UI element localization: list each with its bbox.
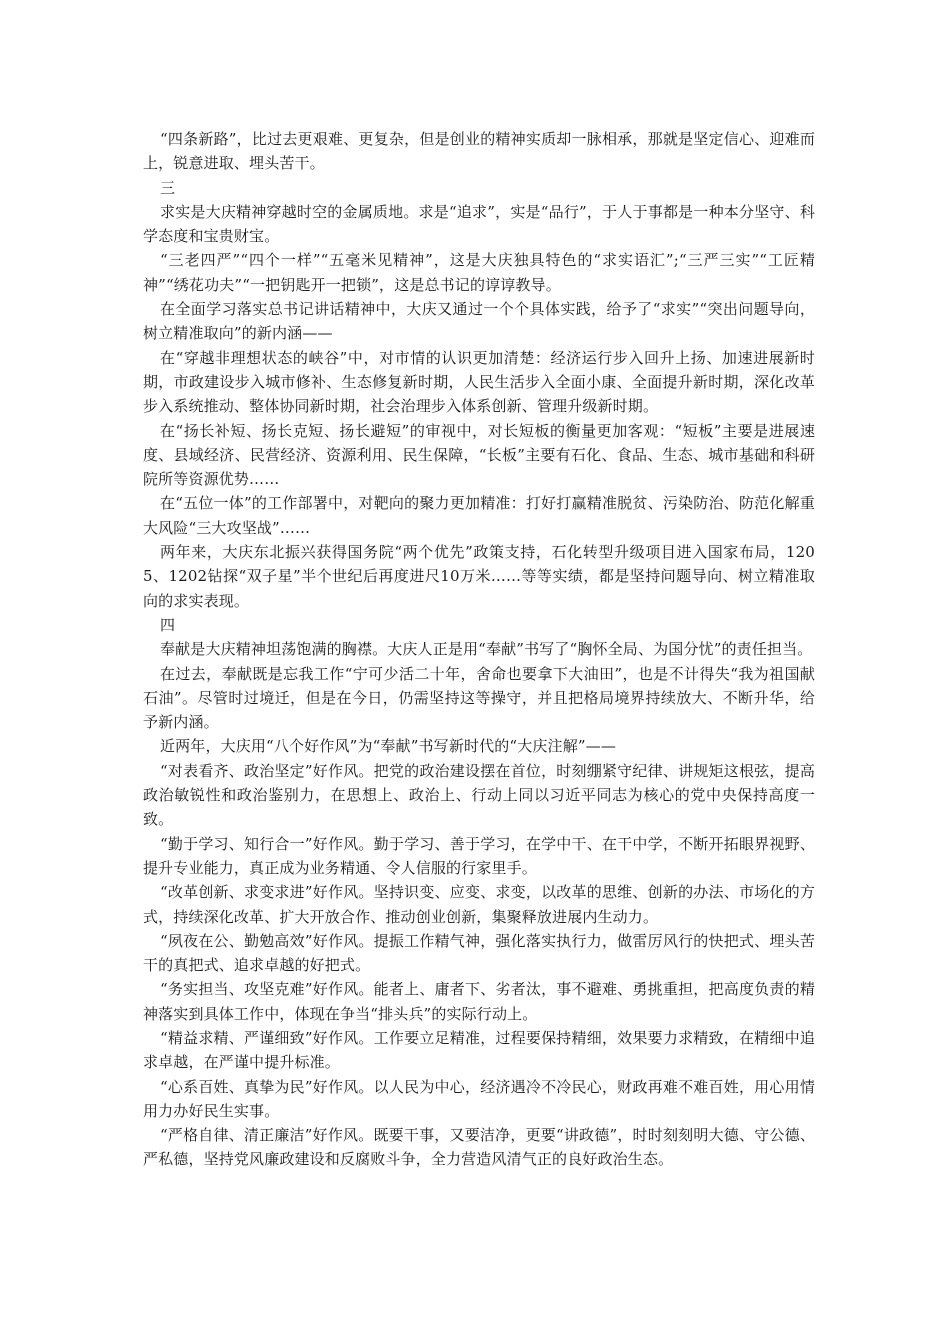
paragraph-seeking-truth: 求实是大庆精神穿越时空的金属质地。求是“追求”，实是“品行”，于人于事都是一种本分坚守、科学态度和宝贵财宝。 bbox=[143, 202, 815, 246]
paragraph-past-dedication: 在过去，奉献既是忘我工作“宁可少活二十年，舍命也要拿下大油田”，也是不计得失“我为祖国献石油”。尽管时过境迁，但是在今日，仍需坚持这等操守，并且把格局境界持续放大、不断升华，给予新内涵。 bbox=[143, 664, 815, 732]
section-heading-three: 三 bbox=[160, 178, 176, 197]
paragraph-city-situation: 在“穿越非理想状态的峡谷”中，对市情的认识更加清楚：经济运行步入回升上扬、加速进展新时期，市政建设步入城市修补、生态修复新时期，人民生活步入全面小康、全面提升新时期，深化改革步入系统推动、整体协同新时期，社会治理步入体系创新、管理升级新时期。 bbox=[143, 348, 815, 416]
paragraph-style-reform: “改革创新、求变求进”好作风。坚持识变、应变、求变，以改革的思维、创新的办法、市场化的方式，持续深化改革、扩大开放合作、推动创业创新，集聚释放进展内生动力。 bbox=[143, 883, 815, 926]
paragraph-style-integrity: “严格自律、清正廉洁”好作风。既要干事，又要洁净，更要“讲政德”，时时刻刻明大德、守公德、严私德，坚持党风廉政建设和反腐败斗争，全力营造风清气正的良好政治生态。 bbox=[143, 1126, 815, 1169]
paragraph-eight-good-styles: 近两年，大庆用“八个好作风”为“奉献”书写新时代的“大庆注解”—— bbox=[160, 737, 616, 756]
paragraph-four-new-roads: “四条新路”，比过去更艰难、更复杂，但是创业的精神实质却一脉相承，那就是坚定信心、迎难而上，锐意进取、埋头苦干。 bbox=[143, 130, 815, 173]
paragraph-style-political: “对表看齐、政治坚定”好作风。把党的政治建设摆在首位，时刻绷紧守纪律、讲规矩这根弦，提高政治敏锐性和政治鉴别力，在思想上、政治上、行动上同以习近平同志为核心的党中央保持高度一致。 bbox=[143, 761, 815, 829]
paragraph-style-responsibility: “务实担当、攻坚克难”好作风。能者上、庸者下、劣者汰，事不避难、勇挑重担，把高度负责的精神落实到具体工作中，体现在争当“排头兵”的实际行动上。 bbox=[143, 980, 815, 1023]
document-body bbox=[143, 127, 815, 1172]
paragraph-strengths-weaknesses: 在“扬长补短、扬长克短、扬长避短”的审视中，对长短板的衡量更加客观：“短板”主要是进展速度、县域经济、民营经济、资源利用、民生保障，“长板”主要有石化、食品、生态、城市基础和科研院所等资源优势…… bbox=[143, 421, 815, 489]
paragraph-style-people: “心系百姓、真挚为民”好作风。以人民为中心，经济遇冷不冷民心，财政再难不难百姓，用心用情用力办好民生实事。 bbox=[143, 1077, 815, 1120]
paragraph-dedication: 奉献是大庆精神坦荡饱满的胸襟。大庆人正是用“奉献”书写了“胸怀全局、为国分忧”的责任担当。 bbox=[160, 640, 813, 659]
paragraph-truth-vocabulary: “三老四严”“四个一样”“五毫米见精神”，这是大庆独具特色的“求实语汇”;“三严三实”“工匠精神”“绣花功夫”“一把钥匙开一把锁”，这是总书记的谆谆教导。 bbox=[143, 251, 815, 294]
paragraph-style-learning: “勤于学习、知行合一”好作风。勤于学习、善于学习，在学中干、在干中学，不断开拓眼界视野、提升专业能力，真正成为业务精通、令人信服的行家里手。 bbox=[143, 834, 815, 877]
paragraph-five-in-one: 在“五位一体”的工作部署中，对靶向的聚力更加精准：打好打赢精准脱贫、污染防治、防范化解重大风险“三大攻坚战”…… bbox=[143, 494, 815, 537]
section-heading-four: 四 bbox=[160, 615, 176, 634]
paragraph-two-years-achievements: 两年来，大庆东北振兴获得国务院“两个优先”政策支持，石化转型升级项目进入国家布局，1205、1202钻探“双子星”半个世纪后再度进尺10万米……等等实绩，都是坚持问题导向、树立精准取向的求实表现。 bbox=[143, 543, 815, 610]
paragraph-style-diligence: “夙夜在公、勤勉高效”好作风。提振工作精气神，强化落实执行力，做雷厉风行的快把式、埋头苦干的真把式、追求卓越的好把式。 bbox=[143, 931, 815, 975]
paragraph-style-precision: “精益求精、严谨细致”好作风。工作要立足精准，过程要保持精细，效果要力求精致，在精细中追求卓越，在严谨中提升标准。 bbox=[143, 1028, 815, 1072]
paragraph-new-connotation: 在全面学习落实总书记讲话精神中，大庆又通过一个个具体实践，给予了“求实”“突出问题导向，树立精准取向”的新内涵—— bbox=[143, 300, 815, 343]
